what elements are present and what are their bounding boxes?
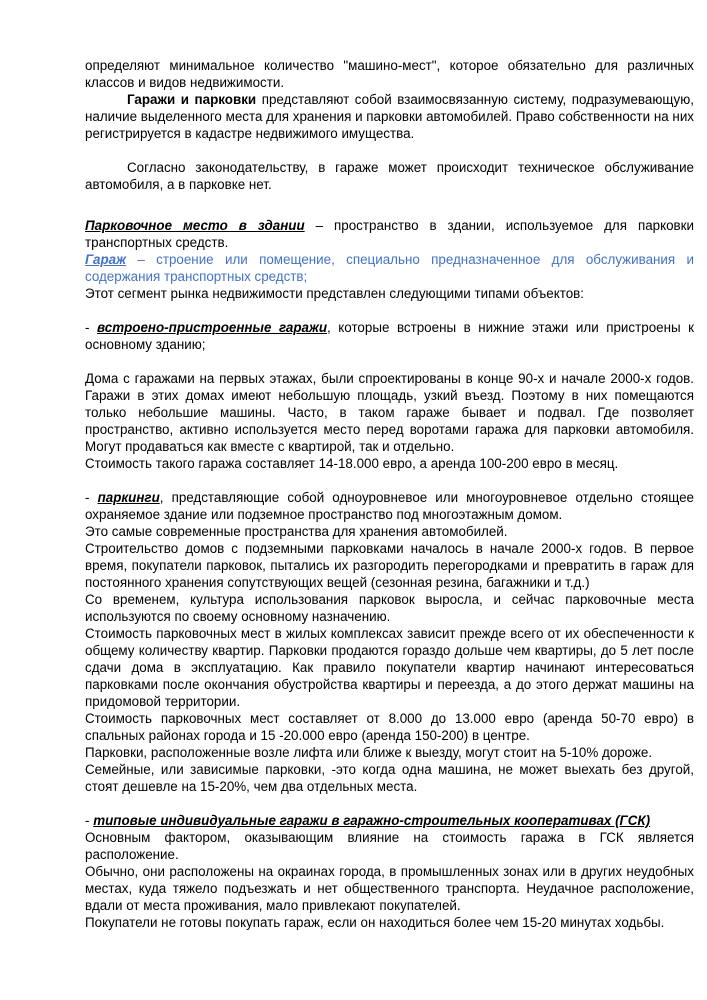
paragraph-7: [85, 319, 694, 353]
text-run: Это самые современные пространства для хранения автомобилей.: [85, 524, 508, 539]
text-run: Обычно, они расположены на окраинах города, в промышленных зонах или в других неудобных местах, куда тяжело подъезжать и нет общественного транспорта. Неудачное расположение, вдали от места проживания, мало привлекают покупателей.: [85, 864, 694, 913]
paragraph-3: [85, 159, 694, 193]
paragraph-10: [85, 489, 694, 523]
emphasis-run: типовые индивидуальные гаражи в гаражно-строительных кооперативах (ГСК): [93, 813, 651, 828]
paragraph-17: [85, 761, 694, 795]
text-run: Покупатели не готовы покупать гараж, если он находиться более чем 15-20 минутах ходьбы.: [85, 915, 665, 930]
text-run: Основным фактором, оказывающим влияние на стоимость гаража в ГСК является расположение.: [85, 830, 694, 862]
emphasis-run: встроено-пристроенные гаражи: [97, 320, 328, 335]
paragraph-13: [85, 591, 694, 625]
emphasis-run: Парковочное место в здании: [85, 218, 305, 233]
paragraph-8: [85, 370, 694, 455]
paragraph-12: [85, 540, 694, 591]
paragraph-19: [85, 829, 694, 863]
text-run: -: [85, 320, 97, 335]
text-run: Семейные, или зависимые парковки, -это когда одна машина, не может выехать без другой, стоят дешевле на 15-20%, чем два отдельных места.: [85, 762, 694, 794]
paragraph-1: [85, 57, 694, 91]
paragraph-9: [85, 455, 694, 472]
emphasis-run: Гараж: [85, 252, 126, 267]
text-run: Парковки, расположенные возле лифта или ближе к выезду, могут стоит на 5-10% дороже.: [85, 745, 653, 760]
text-run: Этот сегмент рынка недвижимости представлен следующими типами объектов:: [85, 286, 584, 301]
text-run: Согласно законодательству, в гараже может происходит техническое обслуживание автомобиля, а в парковке нет.: [85, 160, 694, 192]
text-run: представляют собой взаимосвязанную систему, подразумевающую, наличие выделенного места для хранения и парковки автомобилей. Право собственности на них регистрируется в кадастре недвижимого имущества.: [85, 92, 694, 141]
paragraph-18: [85, 812, 694, 829]
document-body: [85, 57, 694, 931]
text-run: – пространство в здании, используемое для парковки транспортных средств.: [85, 218, 694, 250]
paragraph-6: [85, 285, 694, 302]
text-run: – строение или помещение, специально предназначенное для обслуживания и содержания транспортных средств;: [85, 252, 694, 284]
text-run: , которые встроены в нижние этажи или пристроены к основному зданию;: [85, 320, 695, 352]
paragraph-11: [85, 523, 694, 540]
text-run: Стоимость парковочных мест в жилых комплексах зависит прежде всего от их обеспеченности к общему количеству квартир. Парковки продаются гораздо дольше чем квартиры, до 5 лет после сдачи дома в эксплуатацию. Как правило покупатели квартир начинают интересоваться парковками после окончания обустройства квартиры и переезда, а до этого держат машины на придомовой территории.: [85, 626, 694, 709]
text-run: Стоимость парковочных мест составляет от 8.000 до 13.000 евро (аренда 50-70 евро) в спальных районах города и 15 -20.000 евро (аренда 150-200) в центре.: [85, 711, 694, 743]
paragraph-4: [85, 217, 694, 251]
paragraph-20: [85, 863, 694, 914]
text-run: -: [85, 813, 94, 828]
text-run: определяют минимальное количество "машино-мест", которое обязательно для различных классов и видов недвижимости.: [85, 58, 694, 90]
paragraph-15: [85, 710, 694, 744]
paragraph-14: [85, 625, 694, 710]
text-run: Строительство домов с подземными парковками началось в начале 2000-х годов. В первое время, покупатели парковок, пытались их разгородить перегородками и превратить в гараж для постоянного хранения сопутствующих вещей (сезонная резина, багажники и т.д.): [85, 541, 694, 590]
paragraph-16: [85, 744, 694, 761]
text-run: , представляющие собой одноуровневое или многоуровневое отдельно стоящее охраняемое здание или подземное пространство под многоэтажным домом.: [85, 490, 694, 522]
text-run: Дома с гаражами на первых этажах, были спроектированы в конце 90-х и начале 2000-х годов. Гаражи в этих домах имеют небольшую площадь, узкий въезд. Поэтому в них помещаются только небольшие машины. Часто, в таком гараже бывает и подвал. Где позволяет пространство, активно используется место перед воротами гаража для парковки автомобиля. Могут продаваться как вместе с квартирой, так и отдельно.: [85, 371, 694, 454]
paragraph-2: [85, 91, 694, 142]
emphasis-run: паркинги: [97, 490, 160, 505]
paragraph-5: [85, 251, 694, 285]
text-run: Со временем, культура использования парковок выросла, и сейчас парковочные места используются по своему основному назначению.: [85, 592, 694, 624]
emphasis-run: Гаражи и парковки: [127, 92, 257, 107]
text-run: -: [85, 490, 98, 505]
paragraph-21: [85, 914, 694, 931]
text-run: Стоимость такого гаража составляет 14-18.000 евро, а аренда 100-200 евро в месяц.: [85, 456, 619, 471]
